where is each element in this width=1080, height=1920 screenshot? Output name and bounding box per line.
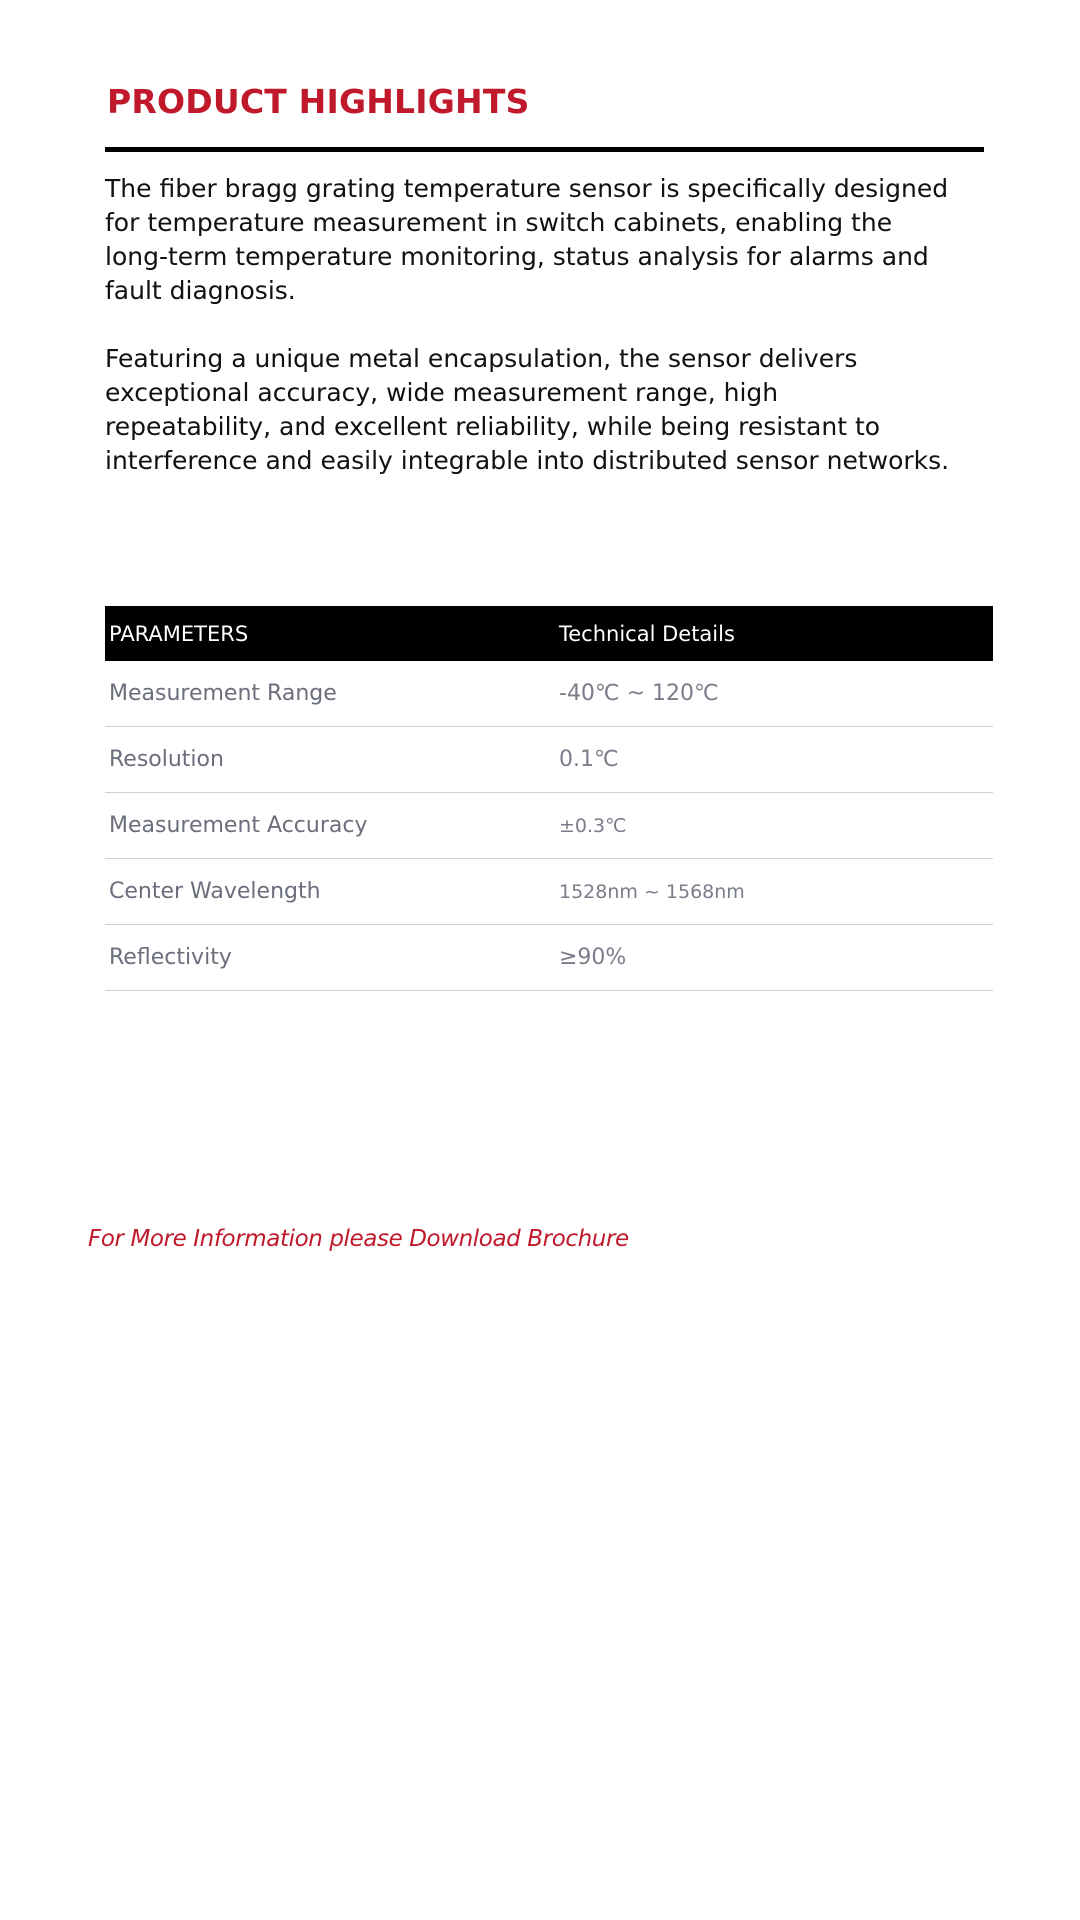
specifications-table: [105, 606, 993, 991]
table-row: [105, 859, 993, 925]
heading-divider: [105, 147, 984, 152]
row-parameter: Resolution: [109, 747, 224, 772]
row-parameter: Reflectivity: [109, 945, 232, 970]
row-detail: 1528nm ~ 1568nm: [559, 880, 745, 903]
row-parameter: Measurement Accuracy: [109, 813, 368, 838]
description-paragraph-1: The fiber bragg grating temperature sensor is specifically designed for temperature measurement in switch cabinets, enabling the long-term temperature monitoring, status analysis for alarms and fault diagnosis.: [105, 174, 949, 305]
header-parameters: PARAMETERS: [109, 621, 249, 646]
header-technical-details: Technical Details: [559, 621, 735, 646]
section-heading: PRODUCT HIGHLIGHTS: [107, 82, 530, 121]
row-detail: ≥90%: [559, 945, 627, 970]
description-paragraph-2: Featuring a unique metal encapsulation, the sensor delivers exceptional accuracy, wide measurement range, high repeatability, and excellent reliability, while being resistant to interference and easily integrable into distributed sensor networks.: [105, 344, 950, 475]
table-row: [105, 661, 993, 727]
table-row: [105, 793, 993, 859]
row-detail: 0.1℃: [559, 747, 619, 772]
row-detail: -40℃ ~ 120℃: [559, 681, 719, 706]
table-header-row: [105, 606, 993, 661]
row-detail: ±0.3℃: [559, 814, 627, 837]
table-row: [105, 727, 993, 793]
row-parameter: Center Wavelength: [109, 879, 321, 904]
download-brochure-link[interactable]: For More Information please Download Brochure: [88, 1226, 629, 1252]
table-row: [105, 925, 993, 991]
row-parameter: Measurement Range: [109, 681, 337, 706]
